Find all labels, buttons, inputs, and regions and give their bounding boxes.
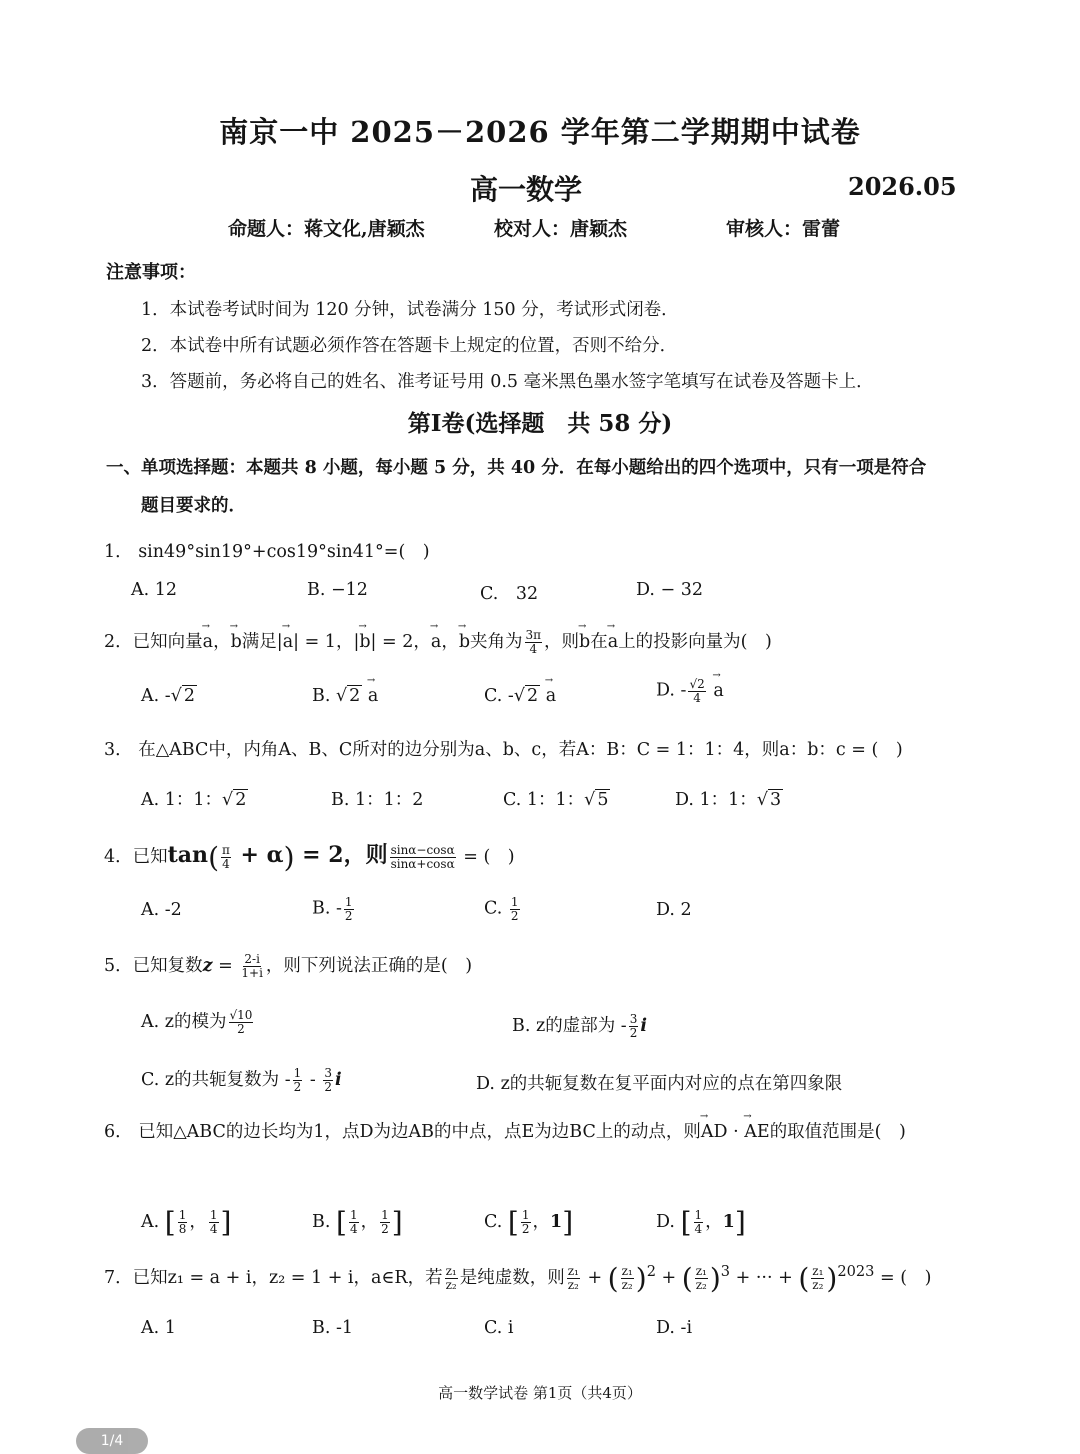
reviewer-line: 审核人：雷蕾	[726, 218, 841, 240]
page-indicator[interactable]: 1/4	[76, 1428, 148, 1454]
q2-option-c: C. -√ 2 → a	[484, 686, 556, 706]
q1-option-b: B. −12	[307, 580, 368, 600]
q1-option-a: A. 12	[131, 580, 178, 600]
question-1-stem: 1． sin49°sin19°+cos19°sin41°=( )	[104, 542, 430, 562]
q7-option-a: A. 1	[141, 1318, 176, 1338]
q3-option-b: B. 1：1：2	[331, 790, 424, 810]
author-line: 命题人：蒋文化,唐颖杰	[228, 218, 425, 240]
angle-fraction: $\frac{3\pi}{4}$	[525, 628, 542, 656]
q3-option-d: D. 1：1：√ 3	[675, 790, 782, 810]
q2-option-b: B. √ 2 → a	[312, 686, 378, 706]
q3-option-a: A. 1：1：√ 2	[141, 790, 247, 810]
q7-option-b: B. -1	[312, 1318, 354, 1338]
exam-date: 2026.05	[848, 172, 957, 201]
question-4-stem: 4．已知tan( $\frac{\pi}{4}$ + α) = 2，则 $\frac{\sin\alpha-\cos\alpha}{\sin\alpha+\cos\alpha}$ = ( )	[104, 841, 515, 874]
q5-option-b: B. z的虚部为 - $\frac{3}{2}$ i	[512, 1012, 648, 1040]
q1-option-d: D. − 32	[636, 580, 704, 600]
page-footer: 高一数学试卷 第1页（共4页）	[438, 1384, 642, 1402]
question-3-stem: 3． 在△ABC中，内角A、B、C所对的边分别为a、b、c，若A：B：C = 1：1：4，则a：b：c = ( )	[104, 740, 903, 760]
notice-item: 3．答题前，务必将自己的姓名、准考证号用 0.5 毫米黑色墨水签字笔填写在试卷及答题卡上．	[141, 372, 874, 392]
q4-option-d: D. 2	[656, 900, 692, 920]
q2-option-d: D. - $\frac{√2}{4}$ → a	[656, 678, 724, 704]
q4-option-a: A. -2	[141, 900, 182, 920]
q4-option-c: C. $\frac{1}{2}$	[484, 895, 519, 923]
q6-option-c: C. [ $\frac{1}{2}$ ，1]	[484, 1206, 574, 1239]
checker-line: 校对人：唐颖杰	[494, 218, 628, 240]
q5-option-a: A. z的模为 $\frac{√10}{2}$	[141, 1008, 253, 1036]
part-instruction: 一、单项选择题：本题共 8 小题，每小题 5 分，共 40 分．在每小题给出的四个选项中，只有一项是符合	[106, 458, 927, 478]
q7-option-c: C. i	[484, 1318, 514, 1338]
part-instruction-cont: 题目要求的．	[141, 496, 246, 516]
question-5-stem: 5．已知复数z = $\frac{2-i}{1+i}$ ，则下列说法正确的是( )	[104, 952, 473, 980]
q5-option-d: D. z的共轭复数在复平面内对应的点在第四象限	[476, 1074, 843, 1094]
notice-item: 2．本试卷中所有试题必须作答在答题卡上规定的位置，否则不给分．	[141, 336, 678, 356]
question-7-stem: 7．已知z₁ = a + i，z₂ = 1 + i，a∈R，若 $\frac{\text{z₁}}{\text{z₂}}$ 是纯虚数，则 $\frac{\text{z₁}}{\text{z₂}}$ + ( $\frac{\text{z₁}}{\text{z₂}}$ )$^2$ + ( $\frac{\text{z₁}}{\text{z₂}}$ )$^3$ + ··· + ( $\frac{\text{z₁}}{\text{z₂}}$ )$^{2023}$ = ( )	[104, 1262, 932, 1295]
notice-item: 1．本试卷考试时间为 120 分钟，试卷满分 150 分，考试形式闭卷．	[141, 300, 679, 320]
q1-option-c: C. 32	[480, 584, 539, 604]
q7-option-d: D. -i	[656, 1318, 693, 1338]
section-title: 第Ⅰ卷(选择题 共 58 分)	[407, 410, 673, 437]
q6-option-b: B. [ $\frac{1}{4}$ ， $\frac{1}{2}$ ]	[312, 1206, 403, 1239]
exam-title: 南京一中 2025－2026 学年第二学期期中试卷	[219, 115, 861, 149]
question-6-stem: 6． 已知△ABC的边长均为1，点D为边AB的中点，点E为边BC上的动点，则→ AD · → AE的取值范围是( )	[104, 1118, 906, 1143]
notice-heading: 注意事项：	[106, 262, 196, 283]
q6-option-a: A. [ $\frac{1}{8}$ ， $\frac{1}{4}$ ]	[141, 1206, 232, 1239]
q4-option-b: B. - $\frac{1}{2}$	[312, 895, 353, 923]
q5-option-c: C. z的共轭复数为 - $\frac{1}{2}$ - $\frac{3}{2}$ i	[141, 1066, 342, 1094]
q3-option-c: C. 1：1：√ 5	[503, 790, 609, 810]
question-2-stem: 2．已知向量→ a，→ b满足|→ a| = 1，|→ b| = 2，→ a，→ b夹角为 $\frac{3\pi}{4}$ ，则→ b在→ a上的投影向量为( )	[104, 628, 772, 656]
q6-option-d: D. [ $\frac{1}{4}$ ，1]	[656, 1206, 746, 1239]
subject-title: 高一数学	[470, 173, 583, 206]
q2-option-a: A. -√ 2	[141, 686, 195, 706]
